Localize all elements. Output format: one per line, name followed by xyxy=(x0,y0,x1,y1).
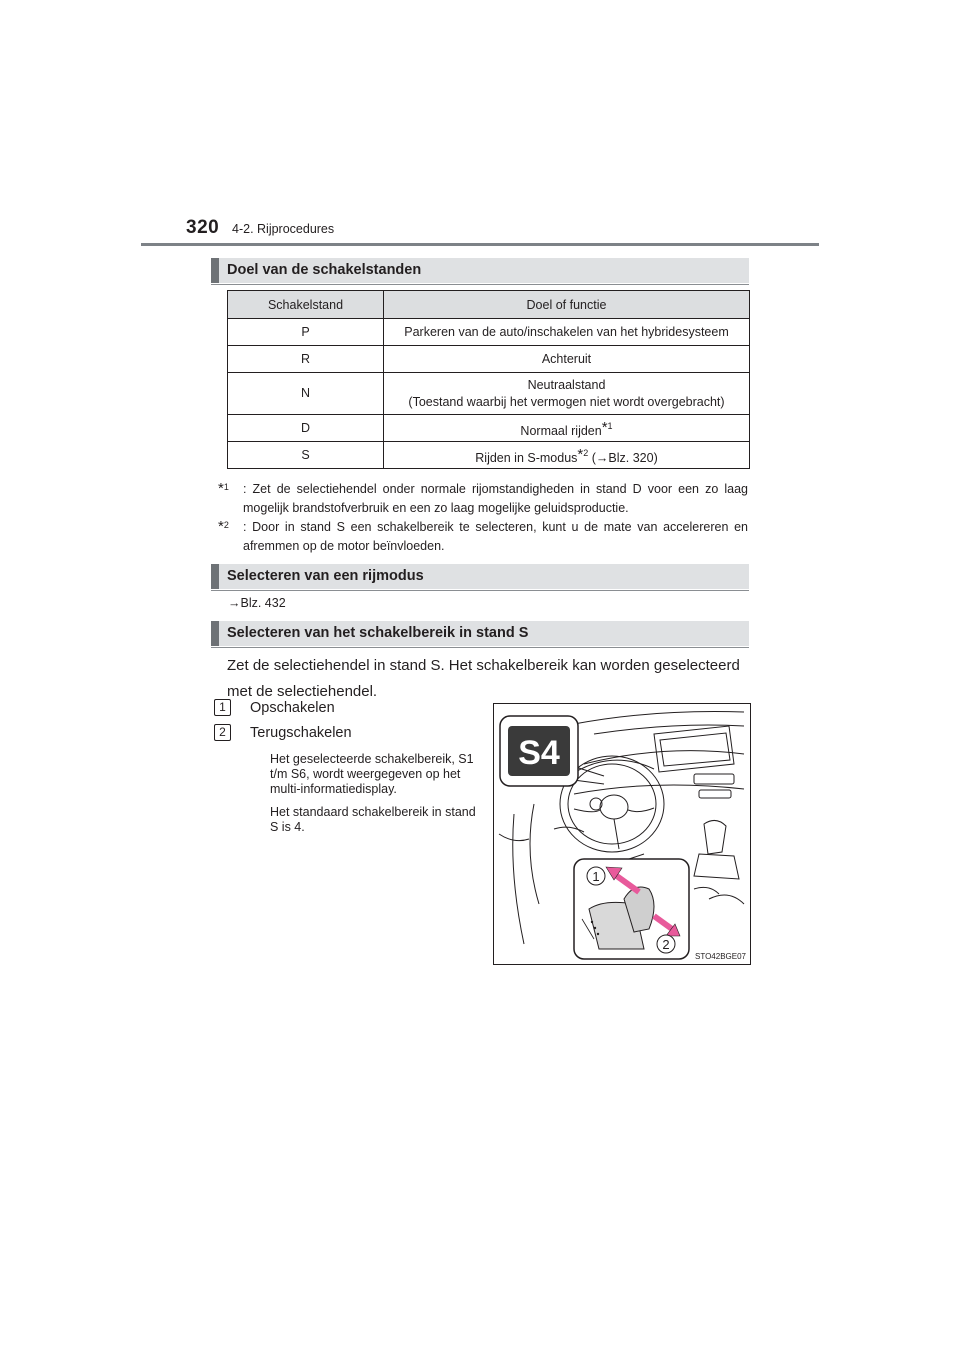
footnote-star: * xyxy=(601,418,608,436)
gear-position-cell: D xyxy=(228,415,384,442)
table-header: Doel of functie xyxy=(384,291,750,319)
page-number: 320 xyxy=(186,217,220,238)
footnote-star: * xyxy=(218,480,224,497)
table-row xyxy=(228,319,750,346)
display-readout: S4 xyxy=(518,734,560,772)
footnote-ref: 1 xyxy=(607,420,613,431)
item-label: Terugschakelen xyxy=(250,725,352,741)
gear-function-cell: Achteruit xyxy=(384,346,750,373)
gear-function-cell xyxy=(384,442,750,469)
footnote-star: * xyxy=(577,445,584,463)
item-label: Opschakelen xyxy=(250,700,335,716)
table-row xyxy=(228,346,750,373)
section-heading-drive-mode: Selecteren van een rijmodus xyxy=(211,564,749,589)
callout-2-label: 2 xyxy=(662,937,670,952)
gear-position-cell: P xyxy=(228,319,384,346)
page-link[interactable]: (→Blz. 320) xyxy=(588,450,658,465)
footnote-1 xyxy=(218,480,748,518)
note-range-display: Het geselecteerde schakelbereik, S1 t/m S6, wordt weergegeven op het multi-informatiedisplay. xyxy=(270,752,474,796)
footnote-text: : Door in stand S een schakelbereik te selecteren, kunt u de mate van accelereren en afremmen op de motor beïnvloeden. xyxy=(243,520,748,553)
instruction-paragraph: Zet de selectiehendel in stand S. Het schakelbereik kan worden geselecteerd met de selectiehendel. xyxy=(227,657,740,700)
table-header-row xyxy=(228,291,750,319)
table-row xyxy=(228,415,750,442)
dashboard-drawing xyxy=(494,704,750,964)
gear-function-cell xyxy=(384,415,750,442)
gear-positions-table xyxy=(227,290,750,469)
table-row xyxy=(228,442,750,469)
gear-position-cell: N xyxy=(228,373,384,415)
function-text: Rijden in S-modus xyxy=(475,450,578,465)
page-link[interactable]: →Blz. 432 xyxy=(228,596,286,610)
number-badge: 2 xyxy=(214,724,231,741)
gear-function-cell: Parkeren van de auto/inschakelen van het hybridesysteem xyxy=(384,319,750,346)
section-heading-shift-range: Selecteren van het schakelbereik in stand S xyxy=(211,621,749,646)
number-badge: 1 xyxy=(214,699,231,716)
list-item-upshift xyxy=(214,699,335,716)
table-header: Schakelstand xyxy=(228,291,384,319)
footnote-num: 2 xyxy=(223,520,229,530)
function-text: Normaal rijden xyxy=(520,423,602,438)
footnote-ref: 2 xyxy=(583,447,589,458)
gear-position-cell: R xyxy=(228,346,384,373)
list-item-downshift xyxy=(214,724,352,741)
header-rule xyxy=(141,243,819,246)
footnote-star: * xyxy=(218,518,224,535)
shift-lever-illustration xyxy=(493,703,751,965)
table-row xyxy=(228,373,750,415)
callout-1-label: 1 xyxy=(592,869,600,884)
figure-code: STO42BGE07 xyxy=(695,952,746,961)
section-reference: 4-2. Rijprocedures xyxy=(232,222,335,236)
footnote-num: 1 xyxy=(223,482,229,492)
gear-position-cell: S xyxy=(228,442,384,469)
footnote-2 xyxy=(218,518,748,556)
function-line: Neutraalstand xyxy=(527,378,606,393)
footnote-text: : Zet de selectiehendel onder normale rijomstandigheden in stand D voor een zo laag mogelijk brandstofverbruik en een zo laag mogelijke geluidsproductie. xyxy=(243,482,748,515)
note-default-range: Het standaard schakelbereik in stand S is 4. xyxy=(270,805,476,834)
section-heading-gear-positions: Doel van de schakelstanden xyxy=(211,258,749,283)
gear-function-cell xyxy=(384,373,750,415)
function-line: (Toestand waarbij het vermogen niet wordt overgebracht) xyxy=(408,394,725,409)
